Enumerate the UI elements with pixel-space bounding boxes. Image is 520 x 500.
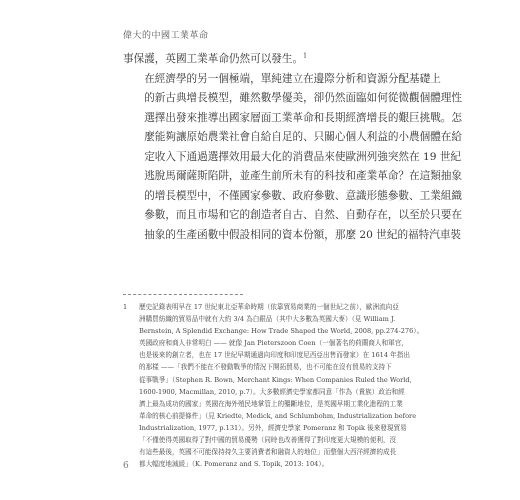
footnote-line: 1600-1900, Macmillan, 2010, p.7）。大多數經濟史學家都同意「作為（貴族）政治和經 <box>139 387 405 396</box>
text-line: 在經濟學的另一個極端，單純建立在邊際分析和資源分配基礎上 <box>144 72 441 85</box>
paragraph <box>123 50 393 70</box>
text-line: 定收入下通過選擇效用最大化的消費品來使歐洲列強突然在 19 世紀 <box>144 150 462 163</box>
text-line: 麼能夠讓原始農業社會自給自足的、只關心個人利益的小農個體在給 <box>144 131 462 143</box>
footnote-line: 英國政府和商人非常明白 —— 就像 Jan Pieterszoon Coen（一個著名的荷蘭商人和軍官， <box>139 339 408 348</box>
footnote-line: 從事戰爭」（Stephen R. Bown, Merchant Kings: When Companies Ruled the World, <box>139 375 412 384</box>
footnote-line: 有這些最後，英國不可能保持持久主要消費者和融資人的地位」而整個大西洋經濟的成長 <box>139 448 397 457</box>
footnote-line: 「不僅使得英國取得了對中國的貿易優勢（同時也改善獲得了對印度更大規模的便利，沒 <box>139 436 397 445</box>
footnote-line: Bernstein, A Splendid Exchange: How Trade Shaped the World, 2008, pp.274-276）。 <box>139 327 424 336</box>
footnote-line: 歷史記錄表明早在 17 世紀東北亞華命時期（依靠貿易商業的一個世紀之前），歐洲流向亞 <box>139 303 399 311</box>
running-head: 偉大的中國工業革命 <box>123 31 209 41</box>
text-line: 逃脫馬爾薩斯陷阱，並產生前所未有的科技和產業革命？在這類抽象 <box>144 170 462 182</box>
footnote-line: Industrialization, 1977, p.131）。另外，經濟史學家 Pomeranz 和 Topik 後來發現貿易 <box>139 423 407 432</box>
footnote-marker: 1 <box>123 303 128 311</box>
text-line: 的新古典增長模型，雖然數學優美，卻仍然面臨如何從微觀個體理性 <box>144 92 462 104</box>
paragraph-text: 事保護，英國工業革命仍然可以發生。 <box>123 53 304 65</box>
footnote-line: 濟上最為成功的國家」英國在海外殖民地掌管上的壟斷地位，是英國早期工業化進程的工業 <box>139 399 403 408</box>
footnote-reference[interactable]: 1 <box>303 52 307 60</box>
footnote-body <box>139 301 424 470</box>
text-line: 選擇出發來推導出國家層面工業革命和長期經濟增長的艱巨挑戰。怎 <box>144 111 462 124</box>
footnote <box>123 301 424 470</box>
text-line: 抽象的生產函數中假設相同的資本份額，那麼 20 世紀的福特汽車裝 <box>144 228 462 241</box>
footnote-line: 革命的核心前提條件」（見 Kriedte, Medick, and Schlumbohm, Industrialization before <box>139 411 417 420</box>
footnote-line: 的那樣 ——「我們不能在不發動戰爭的情況下開拓貿易，也不可能在沒有貿易的支持下 <box>139 363 392 372</box>
footnote-line: 也是後來的創立者，也在 17 世紀早期通過向印度和印度尼西亞出售而發家）在 1614 年指出 <box>139 351 410 360</box>
text-line: 的增長模型中，不僅國家參數、政府參數、意識形態參數、工業組織 <box>144 189 462 202</box>
text-line: 參數，而且市場和它的創造者自古、自然、自動存在，以至於只要在 <box>144 209 462 221</box>
footnote-line: 洲購買紡織的貿易品中就有大約 3/4 為白銀品（其中大多數為英國大麥）（見 William J. <box>139 315 396 324</box>
paragraph <box>123 70 462 246</box>
footnote-line: 都大幅度地減緩」（K. Pomeranz and S. Topik, 2013: 104）。 <box>139 460 329 469</box>
body-text <box>123 50 462 245</box>
page-number: 6 <box>123 461 129 471</box>
footnote-divider <box>123 294 243 295</box>
